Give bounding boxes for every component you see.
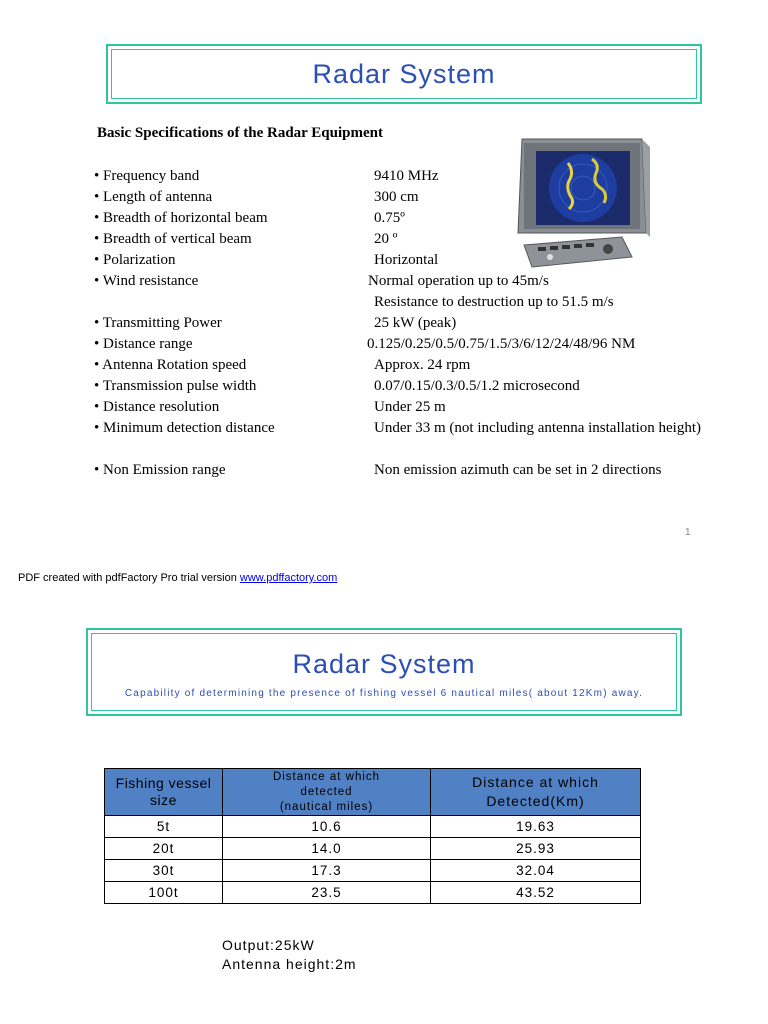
header-distance-km: Distance at which Detected(Km) <box>431 769 641 816</box>
table-row <box>105 838 641 860</box>
spec-value: 25 kW (peak) <box>374 315 457 331</box>
spec-label: • Polarization <box>94 252 176 268</box>
table-cell: 19.63 <box>431 816 641 838</box>
slide2-title: Radar System <box>292 649 476 679</box>
footer-text: PDF created with pdfFactory Pro trial version <box>18 572 240 584</box>
spec-value: Resistance to destruction up to 51.5 m/s <box>374 294 614 310</box>
table-cell: 10.6 <box>223 816 431 838</box>
spec-label: • Distance resolution <box>94 399 220 415</box>
spec-value: Normal operation up to 45m/s <box>368 273 549 289</box>
spec-value: 300 cm <box>374 189 419 205</box>
spec-label: • Distance range <box>94 336 193 352</box>
spec-label: • Wind resistance <box>94 273 199 289</box>
spec-label: • Breadth of horizontal beam <box>94 210 268 226</box>
spec-value: Under 33 m (not including antenna installation height) <box>374 420 702 436</box>
specs-heading: Basic Specifications of the Radar Equipment <box>97 125 383 141</box>
detection-table <box>104 768 641 904</box>
table-cell: 23.5 <box>223 882 431 904</box>
spec-label: • Length of antenna <box>94 189 213 205</box>
notes <box>222 936 357 974</box>
table-header-row <box>105 769 641 816</box>
table-cell: 5t <box>105 816 223 838</box>
page-number: 1 <box>685 527 691 538</box>
spec-label: • Non Emission range <box>94 462 226 478</box>
spec-label: • Frequency band <box>94 168 200 184</box>
table-cell: 100t <box>105 882 223 904</box>
spec-label: • Transmitting Power <box>94 315 222 331</box>
table-cell: 20t <box>105 838 223 860</box>
table-row <box>105 882 641 904</box>
slide2-title-box <box>86 628 682 716</box>
slide1-title-box <box>106 44 702 104</box>
spec-value: Under 25 m <box>374 399 446 415</box>
spec-value: 0.07/0.15/0.3/0.5/1.2 microsecond <box>374 378 580 394</box>
radar-display-unit-icon <box>510 133 650 268</box>
table-cell: 14.0 <box>223 838 431 860</box>
table-row <box>105 860 641 882</box>
slide2-subtitle: Capability of determining the presence of fishing vessel 6 nautical miles( about 12Km) away. <box>124 688 644 699</box>
header-vessel-size: Fishing vessel size <box>105 769 223 816</box>
spec-label: • Breadth of vertical beam <box>94 231 252 247</box>
spec-value: Approx. 24 rpm <box>374 357 471 373</box>
table-cell: 30t <box>105 860 223 882</box>
header-distance-nm: Distance at which detected (nautical miles) <box>223 769 431 816</box>
footer-link[interactable]: www.pdffactory.com <box>239 572 338 584</box>
table-row <box>105 816 641 838</box>
spec-value: 20 º <box>374 231 398 247</box>
note-output: Output:25kW <box>222 937 315 953</box>
table-cell: 25.93 <box>431 838 641 860</box>
pdf-footer <box>18 572 337 584</box>
spec-value: Non emission azimuth can be set in 2 directions <box>374 462 662 478</box>
spec-label: • Transmission pulse width <box>94 378 257 394</box>
spec-value: 0.125/0.25/0.5/0.75/1.5/3/6/12/24/48/96 NM <box>367 336 636 352</box>
table-cell: 17.3 <box>223 860 431 882</box>
table-cell: 43.52 <box>431 882 641 904</box>
spec-label: • Antenna Rotation speed <box>94 357 247 373</box>
slide1-title: Radar System <box>312 59 496 89</box>
spec-value: 9410 MHz <box>374 168 439 184</box>
spec-value: Horizontal <box>374 252 439 268</box>
spec-value: 0.75º <box>374 210 405 226</box>
spec-label: • Minimum detection distance <box>94 420 275 436</box>
table-cell: 32.04 <box>431 860 641 882</box>
note-antenna-height: Antenna height:2m <box>222 956 357 972</box>
